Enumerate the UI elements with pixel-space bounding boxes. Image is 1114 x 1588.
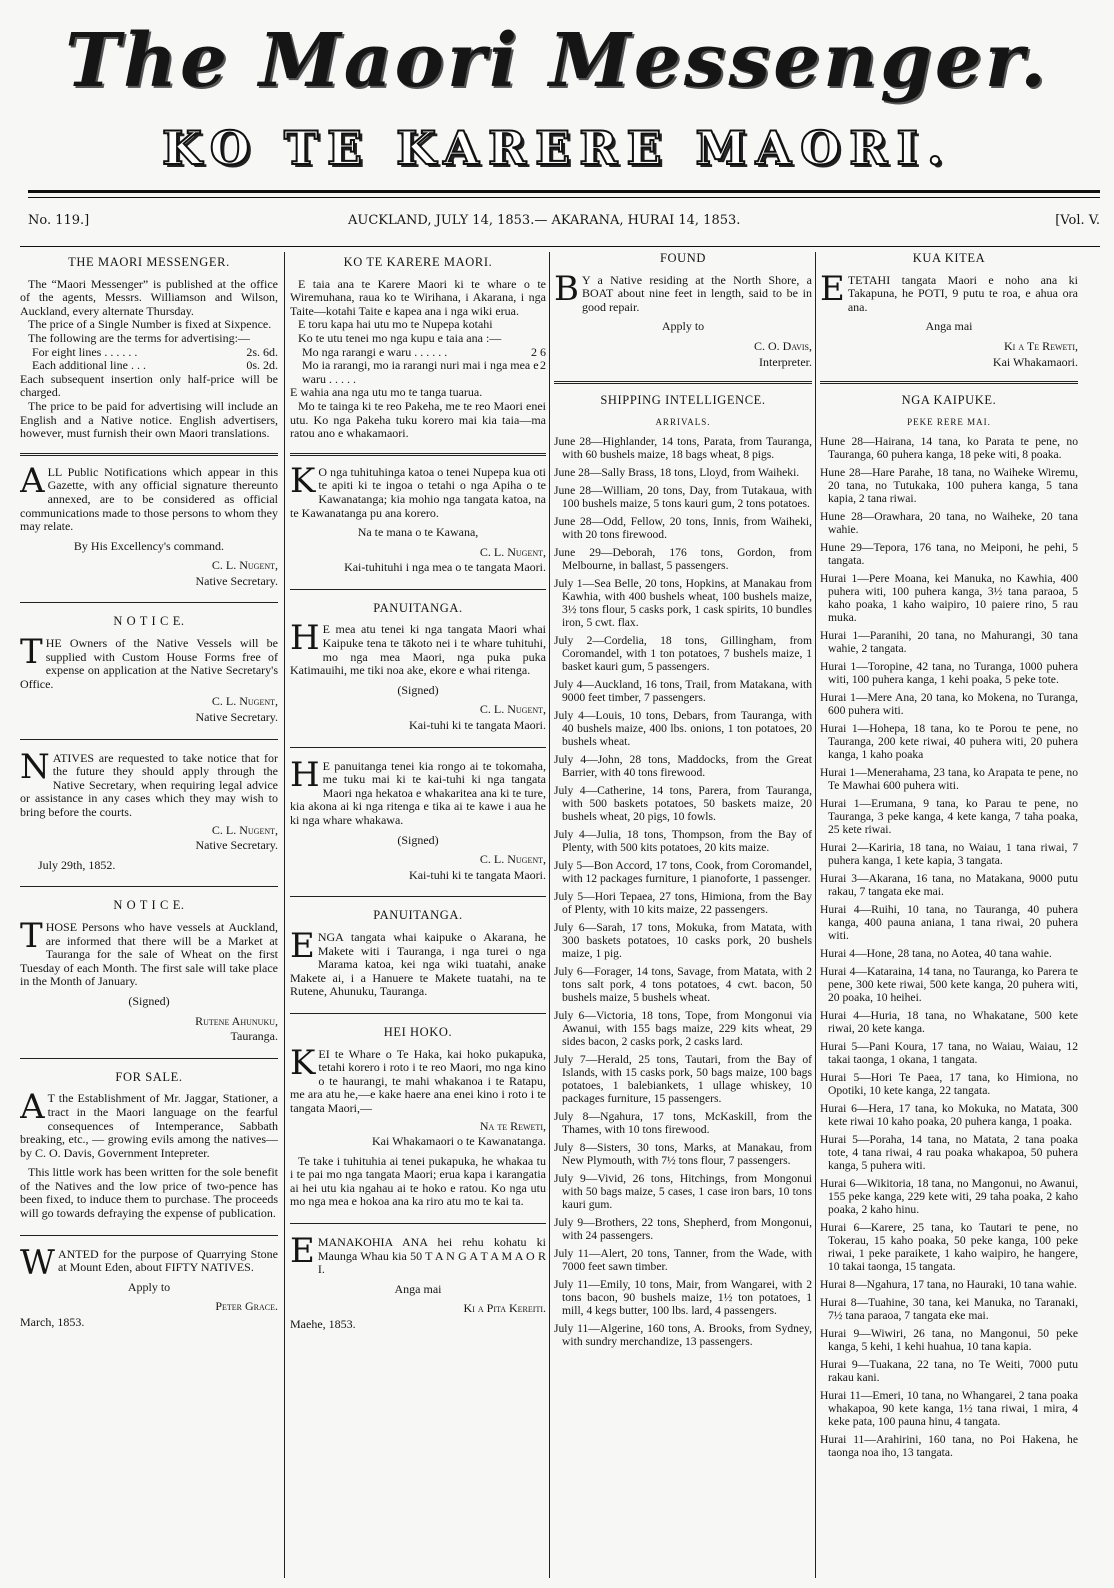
notice bbox=[20, 632, 278, 691]
divider bbox=[290, 1223, 546, 1224]
drop-cap: B bbox=[554, 268, 579, 309]
apply-label: Anga mai bbox=[925, 319, 973, 334]
signature-role: Native Secretary. bbox=[195, 573, 278, 588]
masthead-rule bbox=[28, 190, 1100, 193]
arrival-entry: July 4—Julia, 18 tons, Thompson, from the Bay of Plenty, with 500 kits potatoes, 20 kits maize. bbox=[554, 828, 812, 855]
section-heading: FOR SALE. bbox=[115, 1069, 183, 1084]
arrival-entry: Hune 28—Orawhara, 20 tana, no Waiheke, 20 tana wahie. bbox=[820, 510, 1078, 537]
apply-label: Apply to bbox=[661, 319, 705, 334]
divider bbox=[20, 886, 278, 887]
signed-label: (Signed) bbox=[397, 682, 439, 697]
section-subheading: ARRIVALS. bbox=[655, 416, 711, 427]
notice bbox=[20, 1087, 278, 1160]
drop-cap: N bbox=[20, 746, 50, 787]
drop-cap: E bbox=[290, 1231, 315, 1272]
paragraph: Mo te tainga ki te reo Pakeha, me te reo Maori enei utu. Ko nga Pakeha tuku korero mai kia taia—ma ratou ano e whakamaori. bbox=[290, 398, 546, 441]
notice-text: E mea atu tenei ki nga tangata Maori whai Kaipuke tena te tākoto nei i te whare tuhituhi, mo nga mea Maori, nga puka puka Katimauihi, me tiki noa ake, ekore e whai ritenga. bbox=[290, 622, 546, 678]
apply-label: Anga mai bbox=[394, 1281, 442, 1296]
arrival-entry: Hurai 8—Tuahine, 30 tana, kei Manuka, no Taranaki, 7½ tana paraoa, 7 tangata eke mai. bbox=[820, 1296, 1078, 1323]
rate-label: For eight lines . . . . . . bbox=[32, 344, 138, 359]
divider bbox=[554, 381, 812, 384]
issue-number: No. 119.] bbox=[28, 213, 90, 228]
arrival-entry: July 6—Victoria, 18 tons, Tope, from Mongonui via Awanui, with 155 bags maize, 229 kits wheat, 29 sides bacon, 2 casks pork, 2 casks lard. bbox=[554, 1009, 812, 1049]
arrival-entry: Hurai 1—Toropine, 42 tana, no Turanga, 1000 puhera witi, 100 puhera kanga, 1 kehi poaka, 5 peke tote. bbox=[820, 660, 1078, 687]
arrival-entry: July 6—Sarah, 17 tons, Mokuka, from Matata, with 300 baskets potatoes, 10 casks pork, 20 bushels maize, 1 pig. bbox=[554, 921, 812, 961]
divider bbox=[20, 739, 278, 740]
paragraph: The price of a Single Number is fixed at Sixpence. bbox=[28, 317, 272, 332]
signature-role: Kai Whakamaori. bbox=[992, 354, 1078, 369]
signature: C. L. Nugent, bbox=[479, 702, 546, 717]
arrival-entry: June 28—William, 20 tons, Day, from Tutakaua, with 100 bushels maize, 5 tons kauri gum, 2 tons potatoes. bbox=[554, 484, 812, 511]
notice-text: E panuitanga tenei kia rongo ai te tokomaha, me tuku mai ki te kai-tuhi ki nga tangata Maori nga hekatoa e whakaritea ana ki te ture, kia akona ai ki nga ritenga e tika ai te kawe i aua he ki nga whare whakawa. bbox=[290, 758, 546, 827]
arrival-entry: July 4—Auckland, 16 tons, Trail, from Matakana, with 9000 feet timber, 7 passengers. bbox=[554, 678, 812, 705]
drop-cap: K bbox=[290, 460, 316, 501]
signature: Ki a Pita Kereiti. bbox=[463, 1301, 546, 1316]
masthead-subtitle: KO TE KARERE MAORI. bbox=[162, 121, 952, 175]
arrival-entry: Hurai 1—Mere Ana, 20 tana, ko Mokena, no Turanga, 600 puhera witi. bbox=[820, 691, 1078, 718]
divider bbox=[290, 896, 546, 897]
paragraph: The price to be paid for advertising will include an English and a Native notice. English advertisers, however, must furnish their own Maori translations. bbox=[20, 398, 278, 441]
arrival-entry: Hurai 8—Ngahura, 17 tana, no Hauraki, 10 tana wahie. bbox=[820, 1278, 1077, 1292]
signature: C. L. Nugent, bbox=[479, 544, 546, 559]
notice bbox=[20, 746, 278, 820]
signed-label: (Signed) bbox=[128, 993, 170, 1008]
drop-cap: W bbox=[20, 1242, 55, 1283]
notice-text: LL Public Notifications which appear in this Gazette, with any official signature thereunto annexed, are to be considered as official communications made to those persons to whom they may relate. bbox=[20, 464, 278, 534]
section-heading: THE MAORI MESSENGER. bbox=[68, 255, 230, 269]
divider bbox=[20, 1058, 278, 1059]
signature: Peter Grace. bbox=[215, 1299, 278, 1314]
drop-cap: H bbox=[290, 754, 320, 795]
arrival-entry: July 6—Forager, 14 tons, Savage, from Matata, with 2 tons salt pork, 4 tons potatoes, 4 cwt. bacon, 50 bushels maize, 5 bushels wheat. bbox=[554, 965, 812, 1005]
arrivals-list bbox=[820, 435, 1078, 1459]
arrival-entry: July 11—Algerine, 160 tons, A. Brooks, from Sydney, with sundry merchandize, 13 passengers. bbox=[554, 1322, 812, 1349]
masthead-title: The Maori Messenger. bbox=[65, 18, 1049, 104]
rate-row bbox=[290, 359, 546, 386]
signature: C. O. Davis, bbox=[754, 338, 812, 353]
signature-role: Kai Whakamaori o te Kawanatanga. bbox=[371, 1134, 546, 1149]
section-heading: PANUITANGA. bbox=[373, 600, 463, 615]
signed-label: (Signed) bbox=[397, 832, 439, 847]
arrival-entry: Hurai 1—Hohepa, 18 tana, ko te Porou te pene, no Tauranga, 200 kete riwai, 40 puhera witi, 20 puhera kanga, 1 kaho poaka bbox=[820, 722, 1078, 762]
signature-role: Kai-tuhituhi i nga mea o te tangata Maori. bbox=[344, 560, 546, 575]
arrival-entry: Hurai 1—Paranihi, 20 tana, no Mahurangi, 30 tana wahie, 2 tangata. bbox=[820, 629, 1078, 656]
arrival-entry: Hurai 5—Hori Te Paea, 17 tana, ko Himiona, no Opotiki, 10 kete kanga, 22 tangata. bbox=[820, 1071, 1078, 1098]
signature: C. L. Nugent, bbox=[211, 694, 278, 709]
notice-text: HE Owners of the Native Vessels will be supplied with Custom House Forms free of expense on application at the Native Secretary's Office. bbox=[20, 636, 278, 691]
paragraph: E wahia ana nga utu mo te tanga tuarua. bbox=[290, 385, 483, 400]
arrival-entry: July 8—Ngahura, 17 tons, McKaskill, from the Thames, with 10 tons firewood. bbox=[554, 1110, 812, 1137]
arrival-entry: Hurai 5—Poraha, 14 tana, no Matata, 2 tana poaka tote, 4 tana riwai, 4 rau poaka whakapoa, 50 puhera kanga, 5 puhera witi. bbox=[820, 1133, 1078, 1173]
arrival-entry: Hune 28—Hairana, 14 tana, ko Parata te pene, no Tauranga, 60 puhera kanga, 18 peke witi, 8 poaka. bbox=[820, 435, 1078, 462]
arrival-entry: July 5—Hori Tepaea, 27 tons, Himiona, from the Bay of Plenty, with 10 kits maize, 22 passengers. bbox=[554, 890, 812, 917]
notice-text: T the Establishment of Mr. Jaggar, Stationer, a tract in the Maori language on the fearful consequences of Intemperance, Sabbath breaking, etc., — growing evils among the natives—by C. O. Davis, Government Intepreter. bbox=[20, 1091, 278, 1160]
signature-role: Native Secretary. bbox=[195, 710, 278, 725]
drop-cap: A bbox=[20, 1087, 45, 1128]
paragraph: This little work has been written for the sole benefit of the Natives and the low price of two-pence has been fixed, to induce them to purchase. The proceeds will go towards defraying the expense of publication. bbox=[20, 1165, 278, 1221]
notice-text: HOSE Persons who have vessels at Auckland, are informed that there will be a Market at Tauranga for the sale of Wheat on the first Tuesday of each Month. The first sale will take place in the Month of January. bbox=[20, 919, 278, 989]
column-divider bbox=[284, 252, 285, 1578]
arrival-entry: Hune 28—Hare Parahe, 18 tana, no Waiheke Wiremu, 20 tana, no Tutukaka, 100 puhera kanga, 5 tana kapia, 2 tana riwai. bbox=[820, 466, 1078, 506]
notice bbox=[290, 1042, 546, 1116]
signature: C. L. Nugent, bbox=[211, 822, 278, 837]
notice-text: NGA tangata whai kaipuke o Akarana, he Makete witi i Tauranga, i nga turei o nga Marama katoa, kei nga wiki tuatahi, anake Makete ai, i a Hanuere te Makete tuatahi, na te Rutene, Ahunuku, Tauranga. bbox=[290, 929, 546, 999]
notice bbox=[20, 915, 278, 989]
column-2 bbox=[290, 252, 546, 1578]
drop-cap: T bbox=[20, 915, 43, 956]
arrival-entry: Hurai 4—Huria, 18 tana, no Whakatane, 500 kete riwai, 20 kete kanga. bbox=[820, 1009, 1078, 1036]
signature: Ki a Te Reweti, bbox=[1004, 338, 1078, 353]
notice-date: March, 1853. bbox=[20, 1315, 85, 1330]
arrival-entry: July 4—John, 28 tons, Maddocks, from the Great Barrier, with 40 tons firewood. bbox=[554, 753, 812, 780]
arrival-entry: July 11—Alert, 20 tons, Tanner, from the Wade, with 7000 feet sawn timber. bbox=[554, 1247, 812, 1274]
paragraph: Te take i tuhituhia ai tenei pukapuka, he whakaa tu i te pai mo nga tangata Maori; erua kapa i karangatia ai hei utu kia ngahau ai te hoko e ratou. Ko nga utu mo nga mea e hokoa ana ka riro atu mo te kai ta. bbox=[290, 1153, 546, 1209]
arrival-entry: Hurai 5—Pani Koura, 17 tana, no Waiau, Waiau, 12 takai taonga, 1 okana, 1 tangata. bbox=[820, 1040, 1078, 1067]
issue-date: AUCKLAND, JULY 14, 1853.— AKARANA, HURAI 14, 1853. bbox=[348, 213, 741, 228]
arrival-entry: June 29—Deborah, 176 tons, Gordon, from Melbourne, in ballast, 5 passengers. bbox=[554, 546, 812, 573]
notice-text: ANTED for the purpose of Quarrying Stone at Mount Eden, about FIFTY NATIVES. bbox=[57, 1246, 278, 1275]
column-divider bbox=[549, 252, 550, 1578]
column-4 bbox=[820, 252, 1078, 1578]
dateline bbox=[28, 213, 1100, 235]
notice bbox=[20, 1242, 278, 1283]
drop-cap: T bbox=[20, 632, 43, 673]
arrival-entry: July 2—Cordelia, 18 tons, Gillingham, from Coromandel, with 1 ton potatoes, 7 bushels maize, 1 basket kauri gum, 5 passengers. bbox=[554, 634, 812, 674]
notice bbox=[820, 268, 1078, 315]
drop-cap: A bbox=[20, 460, 45, 501]
command-line: Na te mana o te Kawana, bbox=[357, 525, 479, 540]
paragraph: The “Maori Messenger” is published at the office of the agents, Messrs. Williamson and Wilson, Auckland, every alternate Thursday. bbox=[20, 276, 278, 318]
rate-row bbox=[20, 346, 278, 360]
signature-role: Interpreter. bbox=[759, 354, 812, 369]
signature-role: Native Secretary. bbox=[195, 838, 278, 853]
rate-row bbox=[290, 346, 546, 360]
arrival-entry: July 9—Brothers, 22 tons, Shepherd, from Mongonui, with 24 passengers. bbox=[554, 1216, 812, 1243]
arrival-entry: Hurai 6—Hera, 17 tana, ko Mokuka, no Matata, 300 kete riwai 10 kaho poaka, 20 puhera kanga, 1 poaka. bbox=[820, 1102, 1078, 1129]
signature: C. L. Nugent, bbox=[479, 852, 546, 867]
arrival-entry: Hurai 6—Wikitoria, 18 tana, no Mangonui, no Awanui, 155 peke kanga, 229 kete witi, 29 taha poaka, 2 kaho poaka, 2 kaho hinu. bbox=[820, 1177, 1078, 1217]
signature-role: Kai-tuhi ki te tangata Maori. bbox=[409, 867, 546, 882]
divider bbox=[290, 589, 546, 590]
divider bbox=[20, 602, 278, 603]
notice bbox=[20, 460, 278, 534]
notice-text: TETAHI tangata Maori e noho ana ki Takapuna, he POTI, 9 putu te roa, e ahua ora ana. bbox=[847, 272, 1078, 314]
signature-role: Kai-tuhi ki te tangata Maori. bbox=[409, 718, 546, 733]
section-heading: SHIPPING INTELLIGENCE. bbox=[600, 393, 766, 408]
drop-cap: E bbox=[820, 268, 845, 309]
signature: Na te Reweti, bbox=[479, 1118, 546, 1133]
column-divider bbox=[815, 252, 816, 1578]
paragraph: E toru kapa hai utu mo te Nupepa kotahi bbox=[298, 317, 493, 332]
notice-date: Maehe, 1853. bbox=[290, 1317, 356, 1332]
divider bbox=[820, 381, 1078, 384]
arrival-entry: Hurai 9—Tuakana, 22 tana, no Te Weiti, 7000 putu rakau kani. bbox=[820, 1358, 1078, 1385]
arrival-entry: Hurai 4—Ruihi, 10 tana, no Tauranga, 40 puhera kanga, 400 pauna aniana, 1 tana riwai, 20 puhera witi. bbox=[820, 903, 1078, 943]
arrival-entry: Hurai 1—Erumana, 9 tana, ko Parau te pene, no Tauranga, 3 peke kanga, 4 kete kanga, 7 taha poaka, 25 kete riwai. bbox=[820, 797, 1078, 837]
arrival-entry: Hurai 3—Akarana, 16 tana, no Matakana, 9000 putu rakau, 7 tangata eke mai. bbox=[820, 872, 1078, 899]
notice-text: EI te Whare o Te Haka, kai hoko pukapuka, tetahi korero i roto i te reo Maori, mo nga kino o te haurangi, te mahi whakanoa i te Ratapu, me ara atu he,—e kake haere ana enei kino i roto i te tangata Maori,— bbox=[290, 1046, 546, 1115]
arrival-entry: Hurai 6—Karere, 25 tana, ko Tautari te pene, no Tokerau, 15 kaho poaka, 50 peke kanga, 100 peke riwai, 1 peke paraikete, 1 kaho waipiro, he hangere, 10 takai taonga, 15 tangata. bbox=[820, 1221, 1078, 1274]
paragraph: Ko te utu tenei mo nga kupu e taia ana :— bbox=[298, 330, 502, 345]
arrival-entry: Hurai 1—Pere Moana, kei Manuka, no Kawhia, 400 puhera witi, 100 puhera kanga, 3½ tana paraoa, 5 kaho poaka, 1 kaho waipiro, 10 paiere rino, 5 rau muka. bbox=[820, 572, 1078, 625]
divider bbox=[290, 747, 546, 748]
notice-text: ATIVES are requested to take notice that for the future they should apply through the Native Secretary, when requiring legal advice or assistance in any cases which they may wish to bring before the courts. bbox=[20, 750, 278, 819]
divider bbox=[290, 453, 546, 456]
section-heading: KUA KITEA bbox=[912, 252, 986, 265]
section-heading: NGA KAIPUKE. bbox=[901, 393, 997, 408]
section-heading: HEI HOKO. bbox=[383, 1024, 453, 1039]
arrival-entry: July 4—Catherine, 14 tons, Parera, from Tauranga, with 500 baskets potatoes, 50 baskets maize, 20 bushels wheat, 20 pigs, 10 fowls. bbox=[554, 784, 812, 824]
masthead bbox=[0, 0, 1114, 176]
arrival-entry: Hurai 11—Arahirini, 160 tana, no Poi Hakena, he taonga noa iho, 13 tangata. bbox=[820, 1433, 1078, 1460]
paragraph: The following are the terms for advertising:— bbox=[28, 330, 250, 345]
arrival-entry: July 7—Herald, 25 tons, Tautari, from the Bay of Islands, with 15 casks pork, 50 bags maize, 100 bags potatoes, 1 balebiankets, 1 ullage whiskey, 10 packages furniture, 15 passengers. bbox=[554, 1053, 812, 1106]
arrival-entry: July 5—Bon Accord, 17 tons, Cook, from Coromandel, with 12 packages furniture, 1 pianoforte, 1 passenger. bbox=[554, 859, 812, 886]
arrival-entry: Hurai 4—Kataraina, 14 tana, no Tauranga, ko Parera te pene, 300 kete riwai, 500 kete kanga, 20 puhera witi, 20 poaka, 10 heihei. bbox=[820, 965, 1078, 1005]
rate-label: Each additional line . . . bbox=[32, 358, 146, 373]
notice-text: Y a Native residing at the North Shore, a BOAT about nine feet in length, said to be in good repair. bbox=[582, 272, 812, 314]
notice-text: MANAKOHIA ANA hei rehu kohatu ki Maunga Whau kia 50 T A N G A T A M A O R I. bbox=[317, 1235, 546, 1277]
apply-label: Apply to bbox=[127, 1279, 171, 1294]
column-3 bbox=[554, 252, 812, 1578]
section-heading: N O T I C E. bbox=[113, 614, 185, 629]
rate-label: Mo nga rarangi e waru . . . . . . bbox=[302, 344, 448, 359]
dateline-rule bbox=[20, 246, 1100, 247]
arrival-entry: Hurai 11—Emeri, 10 tana, no Whangarei, 2 tana poaka whakapoa, 90 kete kanga, 1½ tana riwai, 1 mira, 4 keke pata, 100 pauna hinu, 4 tangata. bbox=[820, 1389, 1078, 1429]
arrivals-list bbox=[554, 435, 812, 1348]
arrival-entry: Hurai 4—Hone, 28 tana, no Aotea, 40 tana wahie. bbox=[820, 947, 1052, 961]
arrival-entry: Hurai 9—Wiwiri, 26 tana, no Mangonui, 50 peke kanga, 5 kehi, 1 kehi huahua, 10 tana kapia. bbox=[820, 1327, 1078, 1354]
rate-row bbox=[20, 359, 278, 373]
signature: Rutene Ahunuku, bbox=[195, 1013, 278, 1028]
rate-value: 2 bbox=[540, 358, 546, 373]
column-1 bbox=[20, 252, 278, 1578]
notice-text: O nga tuhituhinga katoa o tenei Nupepa kua oti te apiti ki te ingoa o tetahi o nga Apiha o te Kawanatanga; kia mohio nga tangata katoa, na te Kawanatanga pu ana korero. bbox=[290, 464, 546, 520]
arrival-entry: July 9—Vivid, 26 tons, Hitchings, from Mongonui with 50 bags maize, 5 cases, 1 case iron bars, 10 tons kauri gum. bbox=[554, 1172, 812, 1212]
arrival-entry: June 28—Odd, Fellow, 20 tons, Innis, from Waiheki, with 20 tons firewood. bbox=[554, 515, 812, 542]
arrival-entry: July 8—Sisters, 30 tons, Marks, at Manakau, from New Plymouth, with 7½ tons flour, 7 passengers. bbox=[554, 1141, 812, 1168]
arrival-entry: Hurai 2—Kariria, 18 tana, no Waiau, 1 tana riwai, 7 puhera kanga, 1 kete kapia, 3 tangata. bbox=[820, 841, 1078, 868]
arrival-entry: Hune 29—Tepora, 176 tana, no Meiponi, he pehi, 5 tangata. bbox=[820, 541, 1078, 568]
drop-cap: E bbox=[290, 925, 315, 966]
section-heading: KO TE KARERE MAORI. bbox=[343, 255, 493, 269]
arrival-entry: July 11—Emily, 10 tons, Mair, from Wangarei, with 2 tons bacon, 90 bushels maize, 1½ ton potatoes, 1 mill, 4 kegs butter, 100 lbs. lard, 4 passengers. bbox=[554, 1278, 812, 1318]
divider bbox=[290, 1013, 546, 1014]
volume-number: [Vol. V. bbox=[1055, 213, 1100, 228]
section-subheading: PEKE RERE MAI. bbox=[907, 416, 991, 427]
notice bbox=[554, 268, 812, 315]
rate-label: Mo ia rarangi, mo ia rarangi nuri mai i nga mea e waru . . . . . bbox=[302, 358, 539, 386]
notice bbox=[290, 925, 546, 999]
arrival-entry: July 4—Louis, 10 tons, Debars, from Tauranga, with 40 bushels maize, 400 lbs. onions, 1 ton potatoes, 20 bushels wheat. bbox=[554, 709, 812, 749]
arrival-entry: June 28—Sally Brass, 18 tons, Lloyd, from Waiheki. bbox=[554, 466, 800, 480]
notice bbox=[290, 460, 546, 520]
notice bbox=[290, 1231, 546, 1277]
signature: C. L. Nugent, bbox=[211, 558, 278, 573]
rate-value: 2s. 6d. bbox=[246, 344, 278, 359]
arrival-entry: July 1—Sea Belle, 20 tons, Hopkins, at Manakau from Kawhia, with 400 bushels wheat, 100 bushels maize, 3½ tons flour, 5 casks pork, 1 cask spirits, 10 bundles iron, 5 cwt. flax. bbox=[554, 577, 812, 630]
paragraph: E taia ana te Karere Maori ki te whare o te Wiremuhana, raua ko te Wirihana, i Akarana, i nga Taite—kotahi Taite e kapea ana i nga wiki erua. bbox=[290, 276, 546, 318]
section-heading: N O T I C E. bbox=[113, 898, 185, 913]
rate-value: 2 6 bbox=[531, 344, 546, 359]
notice-date: July 29th, 1852. bbox=[38, 857, 116, 872]
paragraph: Each subsequent insertion only half-price will be charged. bbox=[20, 371, 278, 400]
signature-place: Tauranga. bbox=[230, 1029, 278, 1044]
divider bbox=[20, 453, 278, 456]
section-heading: PANUITANGA. bbox=[373, 908, 463, 923]
drop-cap: H bbox=[290, 618, 320, 659]
rate-value: 0s. 2d. bbox=[246, 358, 278, 373]
notice bbox=[290, 754, 546, 828]
drop-cap: K bbox=[290, 1042, 316, 1083]
arrival-entry: June 28—Highlander, 14 tons, Parata, from Tauranga, with 60 bushels maize, 18 bags wheat, 8 pigs. bbox=[554, 435, 812, 462]
section-heading: FOUND bbox=[659, 252, 707, 265]
masthead-rule-thin bbox=[28, 197, 1100, 198]
notice bbox=[290, 618, 546, 678]
divider bbox=[20, 1235, 278, 1236]
arrival-entry: Hurai 1—Menerahama, 23 tana, ko Arapata te pene, no Te Mawhai 600 puhera witi. bbox=[820, 766, 1078, 793]
command-line: By His Excellency's command. bbox=[73, 538, 225, 553]
